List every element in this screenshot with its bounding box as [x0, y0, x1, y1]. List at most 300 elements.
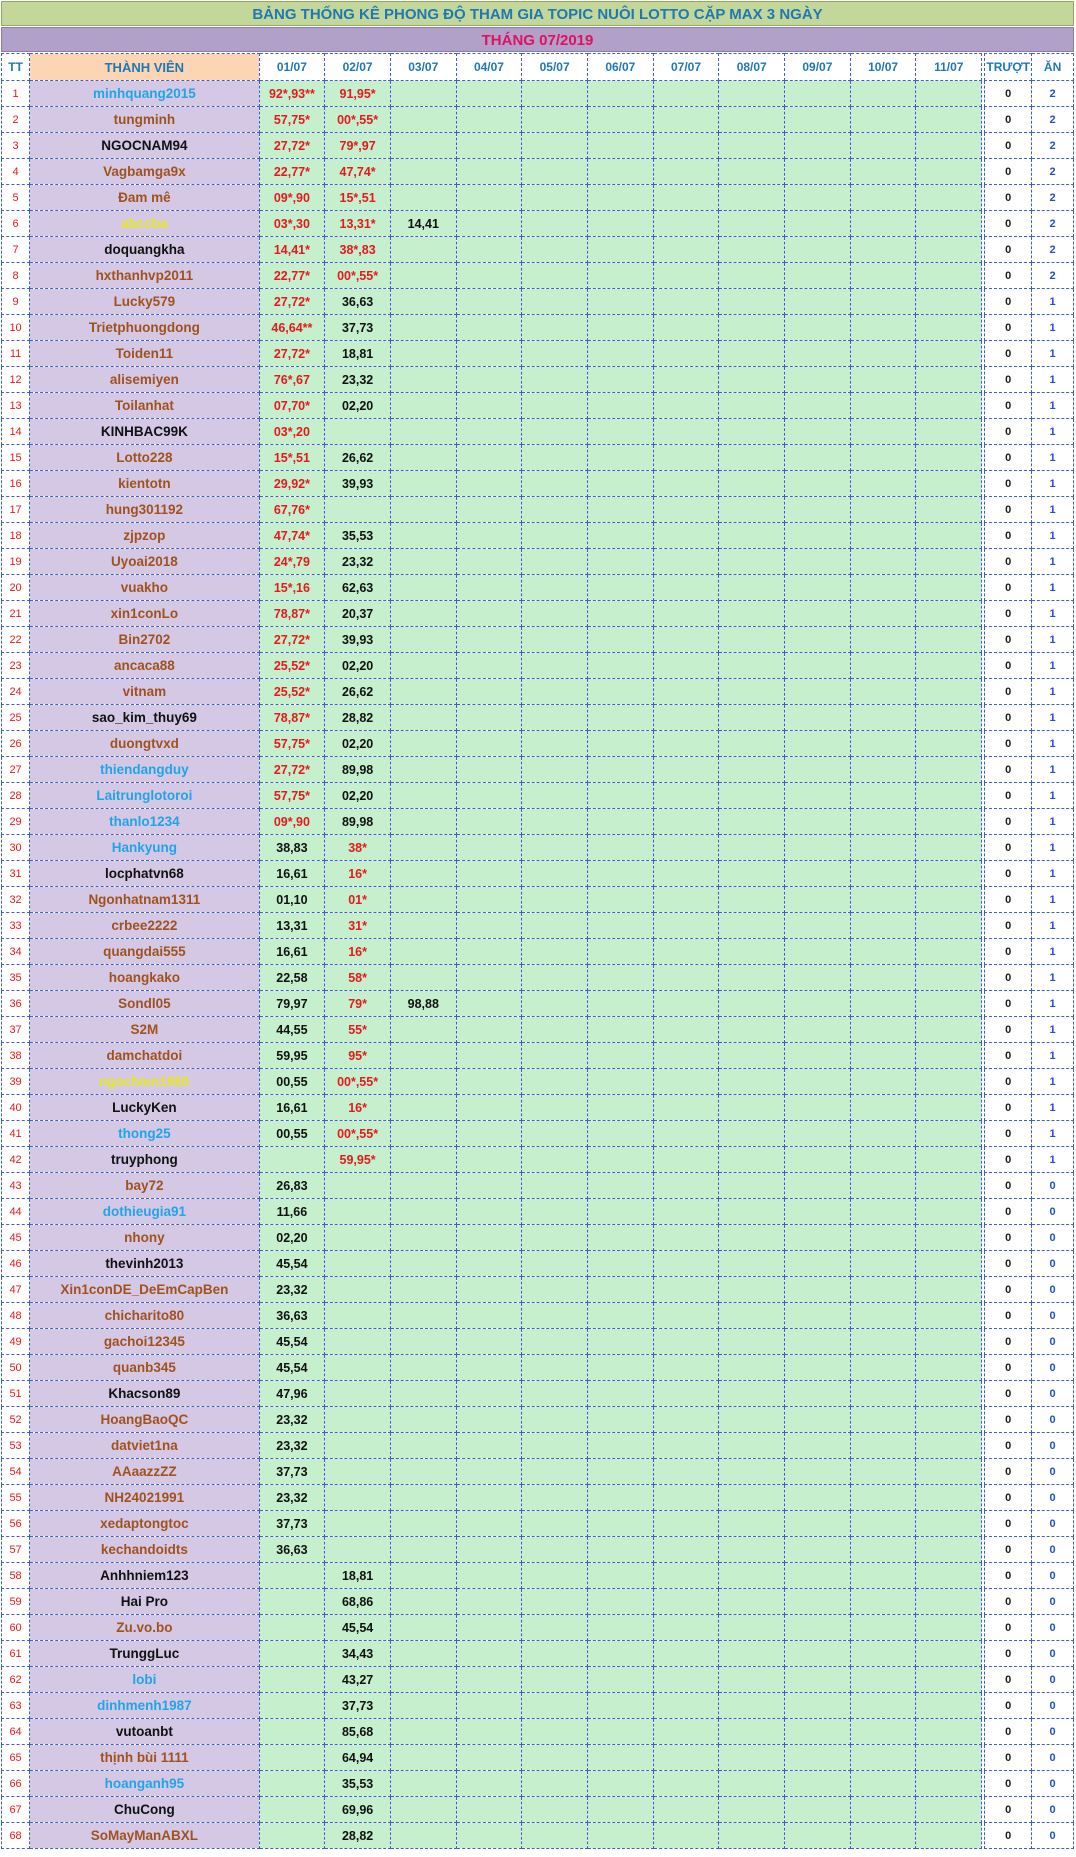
- day-cell-empty: [456, 1147, 522, 1173]
- day-value: 67,76*: [259, 497, 325, 523]
- day-cell-empty: [522, 1667, 588, 1693]
- day-cell-empty: [653, 653, 719, 679]
- member-name: minhquang2015: [30, 81, 259, 107]
- an-count: 0: [1032, 1745, 1074, 1771]
- sheet-title: BẢNG THỐNG KÊ PHONG ĐỘ THAM GIA TOPIC NUÔI LOTTO CẶP MAX 3 NGÀY: [1, 1, 1074, 26]
- day-cell-empty: [325, 1173, 391, 1199]
- day-cell-empty: [587, 679, 653, 705]
- day-cell-empty: [916, 1329, 982, 1355]
- day-cell-empty: [456, 1615, 522, 1641]
- truot-count: 0: [985, 289, 1032, 315]
- day-cell-empty: [390, 1537, 456, 1563]
- day-value: 15*,51: [325, 185, 391, 211]
- day-cell-empty: [916, 1797, 982, 1823]
- day-cell-empty: [390, 497, 456, 523]
- day-cell-empty: [785, 575, 851, 601]
- member-name: kientotn: [30, 471, 259, 497]
- day-cell-empty: [522, 679, 588, 705]
- day-cell-empty: [456, 1069, 522, 1095]
- day-cell-empty: [785, 1667, 851, 1693]
- day-value: 00*,55*: [325, 263, 391, 289]
- day-value: 46,64**: [259, 315, 325, 341]
- day-cell-empty: [390, 1329, 456, 1355]
- day-cell-empty: [916, 185, 982, 211]
- truot-count: 0: [985, 471, 1032, 497]
- day-cell-empty: [653, 159, 719, 185]
- day-cell-empty: [916, 705, 982, 731]
- day-cell-empty: [653, 757, 719, 783]
- day-cell-empty: [522, 1277, 588, 1303]
- day-cell-empty: [850, 783, 916, 809]
- member-name: AAaazzZZ: [30, 1459, 259, 1485]
- day-cell-empty: [916, 1615, 982, 1641]
- day-cell-empty: [587, 1069, 653, 1095]
- truot-count: 0: [985, 1459, 1032, 1485]
- member-name: dothieugia91: [30, 1199, 259, 1225]
- member-name: ancaca88: [30, 653, 259, 679]
- row-number: 26: [2, 731, 30, 757]
- day-cell-empty: [456, 809, 522, 835]
- day-cell-empty: [587, 887, 653, 913]
- an-count: 0: [1032, 1433, 1074, 1459]
- day-value: 09*,90: [259, 185, 325, 211]
- day-cell-empty: [719, 237, 785, 263]
- day-cell-empty: [916, 1459, 982, 1485]
- truot-count: 0: [985, 1589, 1032, 1615]
- day-cell-empty: [456, 991, 522, 1017]
- row-number: 1: [2, 81, 30, 107]
- day-cell-empty: [522, 1797, 588, 1823]
- day-cell-empty: [916, 1693, 982, 1719]
- row-number: 36: [2, 991, 30, 1017]
- day-cell-empty: [587, 939, 653, 965]
- an-count: 0: [1032, 1615, 1074, 1641]
- day-cell-empty: [456, 1303, 522, 1329]
- truot-count: 0: [985, 419, 1032, 445]
- member-name: alisemiyen: [30, 367, 259, 393]
- day-cell-empty: [916, 1277, 982, 1303]
- day-cell-empty: [456, 1355, 522, 1381]
- an-count: 1: [1032, 471, 1074, 497]
- day-value: 64,94: [325, 1745, 391, 1771]
- day-cell-empty: [850, 679, 916, 705]
- truot-count: 0: [985, 1173, 1032, 1199]
- day-cell-empty: [259, 1771, 325, 1797]
- row-number: 28: [2, 783, 30, 809]
- table-row: [2, 1329, 1074, 1355]
- row-number: 17: [2, 497, 30, 523]
- day-value: 16*: [325, 1095, 391, 1121]
- day-value: 24*,79: [259, 549, 325, 575]
- day-cell-empty: [719, 1589, 785, 1615]
- day-cell-empty: [456, 263, 522, 289]
- day-cell-empty: [522, 601, 588, 627]
- truot-count: 0: [985, 627, 1032, 653]
- member-name: quangdai555: [30, 939, 259, 965]
- row-number: 66: [2, 1771, 30, 1797]
- member-name: bay72: [30, 1173, 259, 1199]
- member-name: xedaptongtoc: [30, 1511, 259, 1537]
- day-cell-empty: [785, 1589, 851, 1615]
- day-cell-empty: [390, 523, 456, 549]
- day-cell-empty: [850, 1485, 916, 1511]
- day-cell-empty: [390, 939, 456, 965]
- truot-count: 0: [985, 237, 1032, 263]
- an-count: 1: [1032, 1043, 1074, 1069]
- row-number: 18: [2, 523, 30, 549]
- member-name: xin1conLo: [30, 601, 259, 627]
- day-cell-empty: [719, 627, 785, 653]
- day-cell-empty: [653, 1329, 719, 1355]
- day-cell-empty: [916, 263, 982, 289]
- day-cell-empty: [522, 913, 588, 939]
- table-row: [2, 1355, 1074, 1381]
- day-cell-empty: [719, 1173, 785, 1199]
- header-day: 08/07: [719, 54, 785, 81]
- day-cell-empty: [785, 991, 851, 1017]
- member-name: abccba: [30, 211, 259, 237]
- day-cell-empty: [916, 1433, 982, 1459]
- day-cell-empty: [653, 289, 719, 315]
- day-cell-empty: [522, 1823, 588, 1849]
- table-row: [2, 341, 1074, 367]
- row-number: 59: [2, 1589, 30, 1615]
- day-value: 20,37: [325, 601, 391, 627]
- member-name: Trietphuongdong: [30, 315, 259, 341]
- day-cell-empty: [390, 1121, 456, 1147]
- truot-count: 0: [985, 1563, 1032, 1589]
- day-cell-empty: [522, 497, 588, 523]
- table-row: [2, 1745, 1074, 1771]
- day-cell-empty: [785, 913, 851, 939]
- day-value: 38*: [325, 835, 391, 861]
- member-name: hxthanhvp2011: [30, 263, 259, 289]
- day-cell-empty: [719, 497, 785, 523]
- header-day: 07/07: [653, 54, 719, 81]
- day-value: 23,32: [259, 1433, 325, 1459]
- day-cell-empty: [522, 887, 588, 913]
- day-value: 16,61: [259, 939, 325, 965]
- day-cell-empty: [587, 133, 653, 159]
- day-cell-empty: [850, 1563, 916, 1589]
- day-value: 02,20: [325, 653, 391, 679]
- day-cell-empty: [785, 81, 851, 107]
- an-count: 1: [1032, 887, 1074, 913]
- day-cell-empty: [390, 861, 456, 887]
- table-row: [2, 1433, 1074, 1459]
- day-cell-empty: [456, 289, 522, 315]
- day-cell-empty: [587, 1017, 653, 1043]
- truot-count: 0: [985, 783, 1032, 809]
- an-count: 0: [1032, 1459, 1074, 1485]
- day-cell-empty: [456, 1017, 522, 1043]
- day-cell-empty: [587, 315, 653, 341]
- table-row: [2, 1043, 1074, 1069]
- day-cell-empty: [916, 757, 982, 783]
- day-cell-empty: [719, 939, 785, 965]
- day-cell-empty: [785, 1823, 851, 1849]
- day-value: 45,54: [259, 1251, 325, 1277]
- day-cell-empty: [456, 497, 522, 523]
- day-cell-empty: [390, 159, 456, 185]
- day-value: 22,77*: [259, 159, 325, 185]
- row-number: 63: [2, 1693, 30, 1719]
- day-cell-empty: [456, 861, 522, 887]
- day-cell-empty: [522, 835, 588, 861]
- day-value: 47,96: [259, 1381, 325, 1407]
- day-cell-empty: [587, 159, 653, 185]
- day-cell-empty: [390, 1225, 456, 1251]
- member-name: locphatvn68: [30, 861, 259, 887]
- day-cell-empty: [390, 289, 456, 315]
- truot-count: 0: [985, 497, 1032, 523]
- an-count: 0: [1032, 1797, 1074, 1823]
- table-row: [2, 159, 1074, 185]
- row-number: 15: [2, 445, 30, 471]
- day-cell-empty: [719, 1095, 785, 1121]
- day-cell-empty: [916, 1641, 982, 1667]
- truot-count: 0: [985, 367, 1032, 393]
- day-cell-empty: [653, 471, 719, 497]
- truot-count: 0: [985, 913, 1032, 939]
- day-cell-empty: [785, 1121, 851, 1147]
- day-cell-empty: [850, 601, 916, 627]
- table-row: [2, 757, 1074, 783]
- day-cell-empty: [390, 1069, 456, 1095]
- day-cell-empty: [390, 1147, 456, 1173]
- day-cell-empty: [325, 1537, 391, 1563]
- day-cell-empty: [456, 913, 522, 939]
- day-cell-empty: [719, 913, 785, 939]
- day-cell-empty: [653, 1173, 719, 1199]
- table-row: [2, 1485, 1074, 1511]
- member-name: Vagbamga9x: [30, 159, 259, 185]
- day-cell-empty: [719, 1641, 785, 1667]
- day-cell-empty: [587, 1173, 653, 1199]
- day-value: 00,55: [259, 1121, 325, 1147]
- day-cell-empty: [785, 497, 851, 523]
- day-cell-empty: [916, 939, 982, 965]
- day-cell-empty: [522, 1095, 588, 1121]
- row-number: 30: [2, 835, 30, 861]
- an-count: 0: [1032, 1563, 1074, 1589]
- day-cell-empty: [587, 1511, 653, 1537]
- table-row: [2, 1511, 1074, 1537]
- day-cell-empty: [587, 523, 653, 549]
- day-cell-empty: [325, 419, 391, 445]
- row-number: 65: [2, 1745, 30, 1771]
- day-cell-empty: [325, 1225, 391, 1251]
- day-cell-empty: [916, 107, 982, 133]
- day-cell-empty: [916, 601, 982, 627]
- header-day: 03/07: [390, 54, 456, 81]
- day-cell-empty: [785, 237, 851, 263]
- day-cell-empty: [653, 913, 719, 939]
- row-number: 45: [2, 1225, 30, 1251]
- day-cell-empty: [456, 1771, 522, 1797]
- day-value: 62,63: [325, 575, 391, 601]
- day-cell-empty: [587, 289, 653, 315]
- day-cell-empty: [916, 211, 982, 237]
- day-cell-empty: [522, 341, 588, 367]
- an-count: 0: [1032, 1303, 1074, 1329]
- member-name: hung301192: [30, 497, 259, 523]
- day-value: 39,93: [325, 627, 391, 653]
- day-cell-empty: [785, 1173, 851, 1199]
- day-cell-empty: [719, 1719, 785, 1745]
- day-cell-empty: [850, 315, 916, 341]
- day-cell-empty: [456, 1199, 522, 1225]
- header-truot: TRƯỢT: [985, 54, 1032, 81]
- day-cell-empty: [719, 289, 785, 315]
- day-cell-empty: [522, 1017, 588, 1043]
- day-cell-empty: [850, 757, 916, 783]
- day-cell-empty: [916, 471, 982, 497]
- table-row: [2, 1589, 1074, 1615]
- row-number: 16: [2, 471, 30, 497]
- day-cell-empty: [916, 913, 982, 939]
- truot-count: 0: [985, 679, 1032, 705]
- table-row: [2, 419, 1074, 445]
- day-cell-empty: [587, 861, 653, 887]
- row-number: 62: [2, 1667, 30, 1693]
- day-cell-empty: [916, 419, 982, 445]
- day-cell-empty: [719, 783, 785, 809]
- day-cell-empty: [259, 1823, 325, 1849]
- table-row: [2, 367, 1074, 393]
- day-cell-empty: [719, 1563, 785, 1589]
- day-cell-empty: [785, 393, 851, 419]
- member-name: Anhhniem123: [30, 1563, 259, 1589]
- truot-count: 0: [985, 809, 1032, 835]
- day-cell-empty: [785, 367, 851, 393]
- an-count: 1: [1032, 913, 1074, 939]
- day-cell-empty: [456, 1511, 522, 1537]
- day-value: 37,73: [325, 1693, 391, 1719]
- day-cell-empty: [653, 341, 719, 367]
- day-cell-empty: [456, 1095, 522, 1121]
- day-cell-empty: [456, 1407, 522, 1433]
- day-value: 00*,55*: [325, 1121, 391, 1147]
- day-cell-empty: [522, 1511, 588, 1537]
- table-row: [2, 1667, 1074, 1693]
- day-cell-empty: [587, 627, 653, 653]
- header-day: 10/07: [850, 54, 916, 81]
- day-value: 02,20: [325, 393, 391, 419]
- day-cell-empty: [522, 1563, 588, 1589]
- day-cell-empty: [785, 211, 851, 237]
- day-value: 27,72*: [259, 341, 325, 367]
- day-value: 01*: [325, 887, 391, 913]
- table-row: [2, 393, 1074, 419]
- an-count: 0: [1032, 1199, 1074, 1225]
- day-value: 00,55: [259, 1069, 325, 1095]
- day-cell-empty: [653, 133, 719, 159]
- day-cell-empty: [916, 575, 982, 601]
- day-cell-empty: [719, 81, 785, 107]
- day-cell-empty: [850, 1355, 916, 1381]
- day-cell-empty: [653, 1303, 719, 1329]
- row-number: 41: [2, 1121, 30, 1147]
- an-count: 2: [1032, 211, 1074, 237]
- table-row: [2, 1537, 1074, 1563]
- member-name: LuckyKen: [30, 1095, 259, 1121]
- day-cell-empty: [390, 549, 456, 575]
- day-cell-empty: [522, 315, 588, 341]
- day-cell-empty: [785, 1095, 851, 1121]
- day-cell-empty: [587, 1537, 653, 1563]
- an-count: 1: [1032, 809, 1074, 835]
- day-cell-empty: [522, 653, 588, 679]
- an-count: 1: [1032, 523, 1074, 549]
- truot-count: 0: [985, 1485, 1032, 1511]
- day-cell-empty: [916, 835, 982, 861]
- day-cell-empty: [785, 601, 851, 627]
- day-cell-empty: [916, 315, 982, 341]
- an-count: 1: [1032, 679, 1074, 705]
- day-cell-empty: [850, 1225, 916, 1251]
- day-cell-empty: [850, 1277, 916, 1303]
- day-cell-empty: [390, 705, 456, 731]
- day-cell-empty: [522, 237, 588, 263]
- day-value: 85,68: [325, 1719, 391, 1745]
- day-cell-empty: [522, 107, 588, 133]
- table-row: [2, 211, 1074, 237]
- member-name: Hai Pro: [30, 1589, 259, 1615]
- day-value: 25,52*: [259, 679, 325, 705]
- day-cell-empty: [522, 1043, 588, 1069]
- truot-count: 0: [985, 1745, 1032, 1771]
- day-cell-empty: [456, 731, 522, 757]
- row-number: 64: [2, 1719, 30, 1745]
- day-value: 57,75*: [259, 783, 325, 809]
- day-cell-empty: [653, 1381, 719, 1407]
- day-cell-empty: [522, 1173, 588, 1199]
- day-cell-empty: [653, 705, 719, 731]
- day-cell-empty: [653, 523, 719, 549]
- member-name: doquangkha: [30, 237, 259, 263]
- day-cell-empty: [522, 1641, 588, 1667]
- day-cell-empty: [522, 1537, 588, 1563]
- day-cell-empty: [390, 1043, 456, 1069]
- day-cell-empty: [653, 81, 719, 107]
- day-cell-empty: [522, 1303, 588, 1329]
- day-cell-empty: [653, 1199, 719, 1225]
- day-value: 26,62: [325, 679, 391, 705]
- day-cell-empty: [390, 1641, 456, 1667]
- day-cell-empty: [850, 1199, 916, 1225]
- day-cell-empty: [653, 1459, 719, 1485]
- day-cell-empty: [390, 965, 456, 991]
- day-cell-empty: [785, 653, 851, 679]
- day-cell-empty: [456, 1251, 522, 1277]
- day-cell-empty: [785, 1355, 851, 1381]
- day-cell-empty: [916, 1355, 982, 1381]
- day-value: 31*: [325, 913, 391, 939]
- day-cell-empty: [916, 133, 982, 159]
- table-row: [2, 939, 1074, 965]
- day-cell-empty: [587, 549, 653, 575]
- day-cell-empty: [390, 1797, 456, 1823]
- day-cell-empty: [390, 1745, 456, 1771]
- day-cell-empty: [456, 185, 522, 211]
- table-row: [2, 1771, 1074, 1797]
- day-cell-empty: [653, 939, 719, 965]
- table-row: [2, 1173, 1074, 1199]
- header-an: ĂN: [1032, 54, 1074, 81]
- an-count: 0: [1032, 1251, 1074, 1277]
- day-cell-empty: [522, 783, 588, 809]
